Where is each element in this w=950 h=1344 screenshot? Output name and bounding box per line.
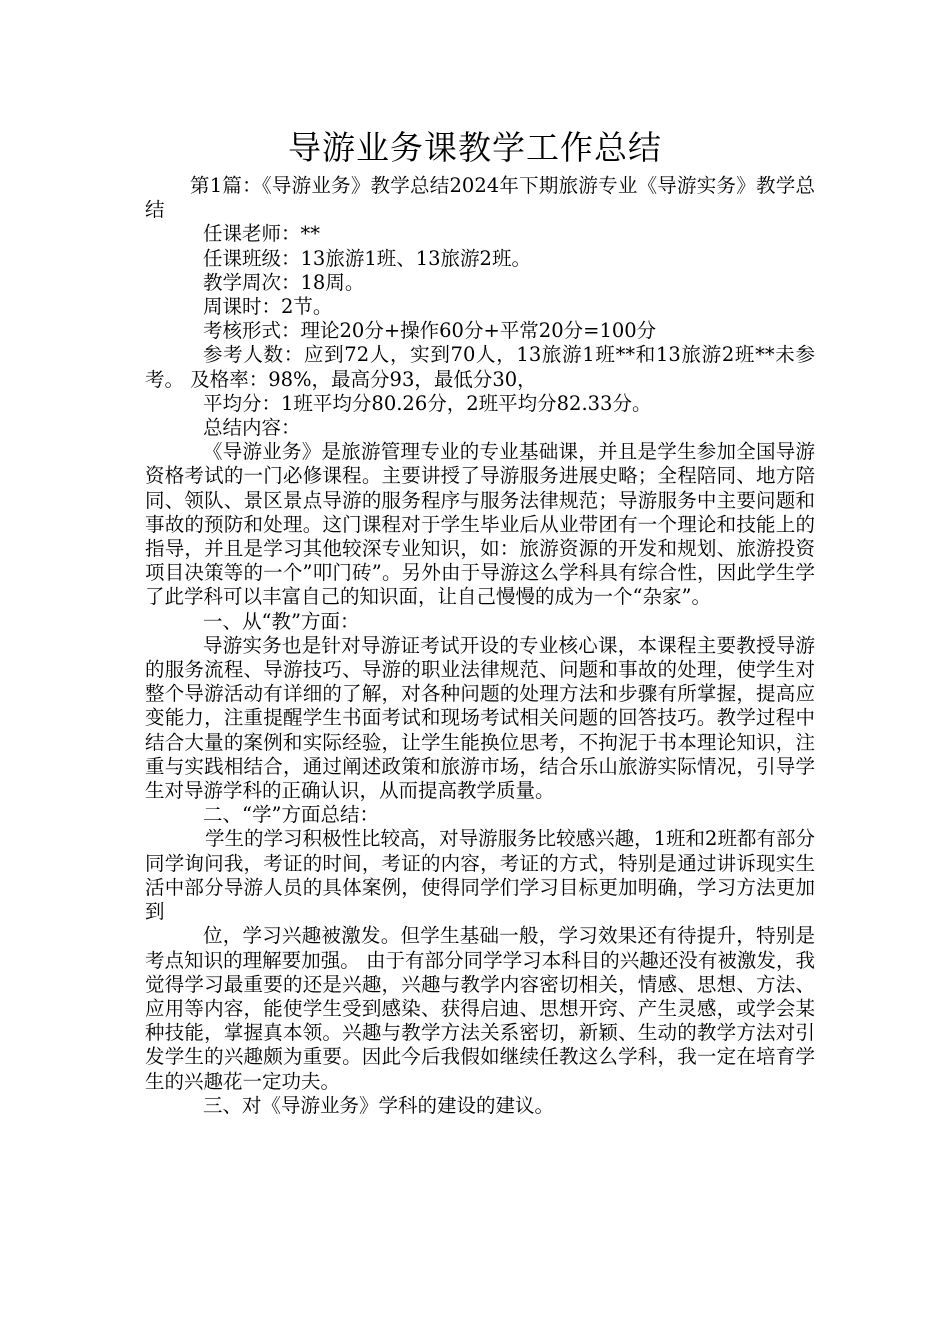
learning-paragraph-continued: 位，学习兴趣被激发。但学生基础一般，学习效果还有待提升，特别是考点知识的理解要加强。 由于有部分同学学习本科目的兴趣还没有被激发，我觉得学习最重要的还是兴趣，兴趣与教学内容密切相关，情感、思想、方法、应用等内容，能使学生受到感染、获得启迪、思想开窍、产生灵感，或学会某种技能，掌握真本领。兴趣与教学方法关系密切，新颖、生动的教学方法对引发学生的兴趣颇为重要。因此今后我假如继续任教这么学科，我一定在培育学生的兴趣花一定功夫。 [145, 924, 815, 1093]
learning-paragraph: 学生的学习积极性比较高，对导游服务比较感兴趣，1班和2班都有部分同学询问我，考证的时间，考证的内容，考证的方式，特别是通过讲诉现实生活中部分导游人员的具体案例，使得同学们学习目标更加明确，学习方法更加到 [145, 827, 815, 924]
document-body [145, 174, 815, 1118]
weeks-line: 教学周次：18周。 [203, 270, 365, 294]
class-line: 任课班级：13旅游1班、13旅游2班。 [203, 246, 531, 270]
hours-line: 周课时：2节。 [203, 295, 333, 319]
average-line: 平均分：1班平均分80.26分，2班平均分82.33分。 [203, 391, 652, 415]
teaching-heading: 一、从“教”方面： [203, 609, 360, 633]
assessment-line: 考核形式：理论20分+操作60分+平常20分=100分 [203, 319, 657, 343]
summary-heading: 总结内容： [203, 416, 301, 440]
document-title: 导游业务课教学工作总结 [288, 128, 662, 167]
intro-paragraph: 第1篇：《导游业务》教学总结2024年下期旅游专业《导游实务》教学总结 [145, 174, 815, 222]
course-description-paragraph: 《导游业务》是旅游管理专业的专业基础课，并且是学生参加全国导游资格考试的一门必修课程。主要讲授了导游服务进展史略；全程陪同、地方陪同、领队、景区景点导游的服务程序与服务法律规范；导游服务中主要问题和事故的预防和处理。这门课程对于学生毕业后从业带团有一个理论和技能上的指导，并且是学习其他较深专业知识，如：旅游资源的开发和规划、旅游投资项目决策等的一个”叩门砖”。另外由于导游这么学科具有综合性，因此学生学了此学科可以丰富自己的知识面，让自己慢慢的成为一个“杂家”。 [145, 440, 815, 609]
teacher-line: 任课老师：** [203, 222, 321, 246]
participants-line: 参考人数：应到72人，实到70人，13旅游1班**和13旅游2班**未参考。 及格率：98%，最高分93，最低分30， [145, 343, 815, 391]
teaching-paragraph: 导游实务也是针对导游证考试开设的专业核心课，本课程主要教授导游的服务流程、导游技巧、导游的职业法律规范、问题和事故的处理，使学生对整个导游活动有详细的了解，对各种问题的处理方法和步骤有所掌握，提高应变能力，注重提醒学生书面考试和现场考试相关问题的回答技巧。教学过程中结合大量的案例和实际经验，让学生能换位思考，不拘泥于书本理论知识，注重与实践相结合，通过阐述政策和旅游市场，结合乐山旅游实际情况，引导学生对导游学科的正确认识，从而提高教学质量。 [145, 633, 815, 803]
suggestions-heading: 三、对《导游业务》学科的建设的建议。 [203, 1093, 555, 1117]
learning-heading: 二、“学”方面总结： [203, 803, 379, 827]
